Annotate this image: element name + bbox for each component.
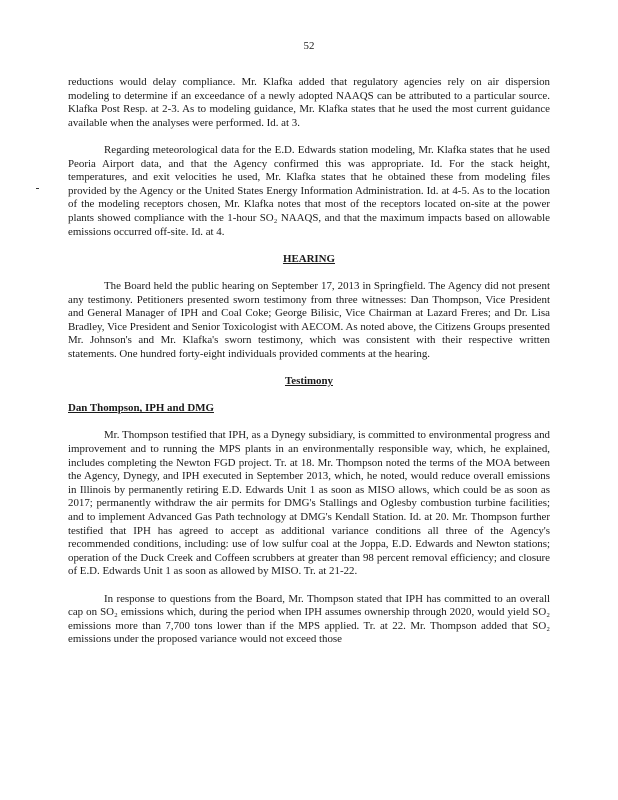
heading-hearing: HEARING (282, 252, 336, 265)
paragraph-3: The Board held the public hearing on September 17, 2013 in Springfield. The Agency did not present any testimony. Petitioners presented sworn testimony from three witnesses: Dan Thompson, Vice President and General Manager of IPH and Coal Coke; George Bilisic, Vice Chairman at Lazard Freres; and Dr. Lisa Bradley, Vice President and Senior Toxicologist with AECOM. As noted above, the Citizens Groups presented Mr. Johnson's and Mr. Klafka's sworn testimony, which was consistent with their respective written statements. One hundred forty-eight individuals provided comments at the hearing. (68, 279, 550, 360)
margin-mark (36, 188, 39, 189)
page-number: 52 (303, 40, 315, 52)
paragraph-2: Regarding meteorological data for the E.D. Edwards station modeling, Mr. Klafka states that he used Peoria Airport data, and that the Agency confirmed this was appropriate. Id. For the stack height, temperatures, and exit velocities he used, Mr. Klafka states that he obtained these from modeling files provided by the Agency or the United States Energy Information Administration. Id. at 4-5. As to the location of the modeling receptors chosen, Mr. Klafka notes that most of the receptors located on-site at the power plants showed compliance with the 1-hour SO₂ NAAQS, and that the maximum impacts based on allowable emissions occurred off-site. Id. at 4. (68, 143, 550, 238)
heading-testimony: Testimony (284, 375, 333, 388)
body-text (68, 76, 550, 647)
paragraph-1: reductions would delay compliance. Mr. Klafka added that regulatory agencies rely on air dispersion modeling to determine if an exceedance of a newly adopted NAAQS can be attributed to a particular source. Klafka Post Resp. at 2-3. As to modeling guidance, Mr. Klafka states that he used the most current guidance available when the analyses were performed. Id. at 3. (68, 76, 550, 129)
heading-dan-thompson: Dan Thompson, IPH and DMG (68, 402, 214, 415)
paragraph-5: In response to questions from the Board, Mr. Thompson stated that IPH has committed to an overall cap on SO₂ emissions which, during the period when IPH assumes ownership through 2020, would yield SO₂ emissions more than 7,700 tons lower than if the MPS applied. Tr. at 22. Mr. Thompson added that SO₂ emissions under the proposed variance would not exceed those (68, 592, 550, 646)
paragraph-4: Mr. Thompson testified that IPH, as a Dynegy subsidiary, is committed to environmental progress and improvement and to running the MPS plants in an environmentally responsible way, which, he explained, includes completing the Newton FGD project. Tr. at 18. Mr. Thompson noted the terms of the MOA between the Agency, Dynegy, and IPH executed in September 2013, which, he noted, would reduce overall emissions in Illinois by permanently retiring E.D. Edwards Unit 1 as soon as MISO allows, which could be as soon as 2017; permanently withdraw the air permits for DMG's Stallings and Oglesby combustion turbine facilities; and to implement Advanced Gas Path technology at DMG's Kendall Station. Id. at 20. Mr. Thompson further testified that IPH has agreed to accept as additional variance conditions all three of the Agency's recommended conditions, including: use of low sulfur coal at the Joppa, E.D. Edwards and Newton stations; operation of the Duck Creek and Coffeen scrubbers at greater than 98 percent removal efficiency; and closure of E.D. Edwards Unit 1 as soon as allowed by MISO. Tr. at 21-22. (68, 429, 550, 578)
